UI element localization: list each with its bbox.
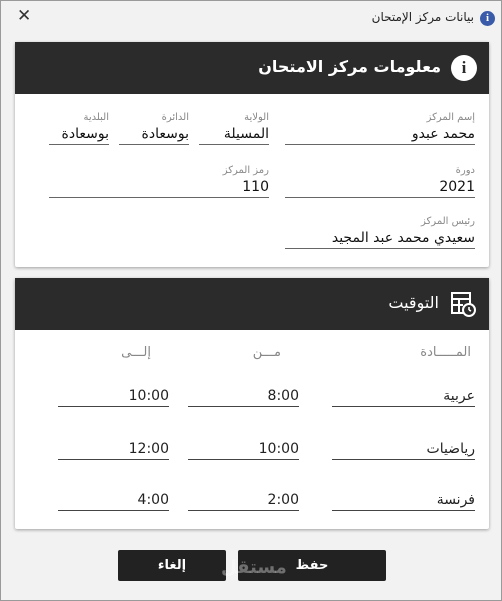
subject-cell[interactable]: رياضيات	[332, 441, 475, 460]
daira-label: الدائرة	[161, 112, 189, 123]
save-button[interactable]: حفظ	[238, 550, 386, 581]
wilaya-label: الولاية	[244, 112, 269, 123]
to-cell[interactable]: 4:00	[58, 492, 169, 511]
session-field[interactable]	[285, 165, 475, 198]
daira-field[interactable]	[119, 112, 189, 145]
to-cell[interactable]: 12:00	[58, 441, 169, 460]
watermark-logo: مستقل	[221, 557, 287, 578]
timing-card	[15, 278, 489, 529]
session-value[interactable]: 2021	[285, 179, 475, 198]
close-icon[interactable]: ✕	[17, 6, 32, 26]
timing-header	[15, 278, 489, 330]
commune-value[interactable]: بوسعادة	[49, 126, 109, 145]
from-cell[interactable]: 2:00	[188, 492, 299, 511]
center-name-label: إسم المركز	[426, 112, 475, 123]
cancel-button[interactable]: إلغاء	[118, 550, 226, 581]
to-cell[interactable]: 10:00	[58, 388, 169, 407]
title-bar	[1, 1, 501, 37]
to-column-header: إلـــى	[121, 345, 151, 360]
app-info-icon: i	[480, 11, 495, 26]
center-head-value[interactable]: سعيدي محمد عبد المجيد	[285, 230, 475, 249]
window-title: بيانات مركز الإمتحان	[371, 10, 474, 24]
center-name-field[interactable]	[285, 112, 475, 145]
subject-column-header: المـــــادة	[420, 345, 471, 360]
info-icon: i	[451, 55, 477, 81]
subject-cell[interactable]: فرنسة	[332, 492, 475, 511]
from-cell[interactable]: 8:00	[188, 388, 299, 407]
center-info-card	[15, 42, 489, 267]
commune-label: البلدية	[83, 112, 109, 123]
center-name-value[interactable]: محمد عبدو	[285, 126, 475, 145]
daira-value[interactable]: بوسعادة	[119, 126, 189, 145]
center-head-label: رئيس المركز	[421, 216, 475, 227]
from-column-header: مـــن	[252, 345, 281, 360]
commune-field[interactable]	[49, 112, 109, 145]
from-cell[interactable]: 10:00	[188, 441, 299, 460]
subject-cell[interactable]: عربية	[332, 388, 475, 407]
schedule-table-icon	[449, 290, 477, 318]
timing-title: التوقيت	[388, 293, 439, 312]
center-head-field[interactable]	[285, 216, 475, 249]
session-label: دورة	[455, 165, 475, 176]
center-code-field[interactable]	[49, 165, 269, 198]
center-info-title: معلومات مركز الامتحان	[258, 57, 441, 76]
center-code-value[interactable]: 110	[49, 179, 269, 198]
wilaya-field[interactable]	[199, 112, 269, 145]
center-code-label: رمز المركز	[222, 165, 269, 176]
wilaya-value[interactable]: المسيلة	[199, 126, 269, 145]
center-info-header	[15, 42, 489, 94]
